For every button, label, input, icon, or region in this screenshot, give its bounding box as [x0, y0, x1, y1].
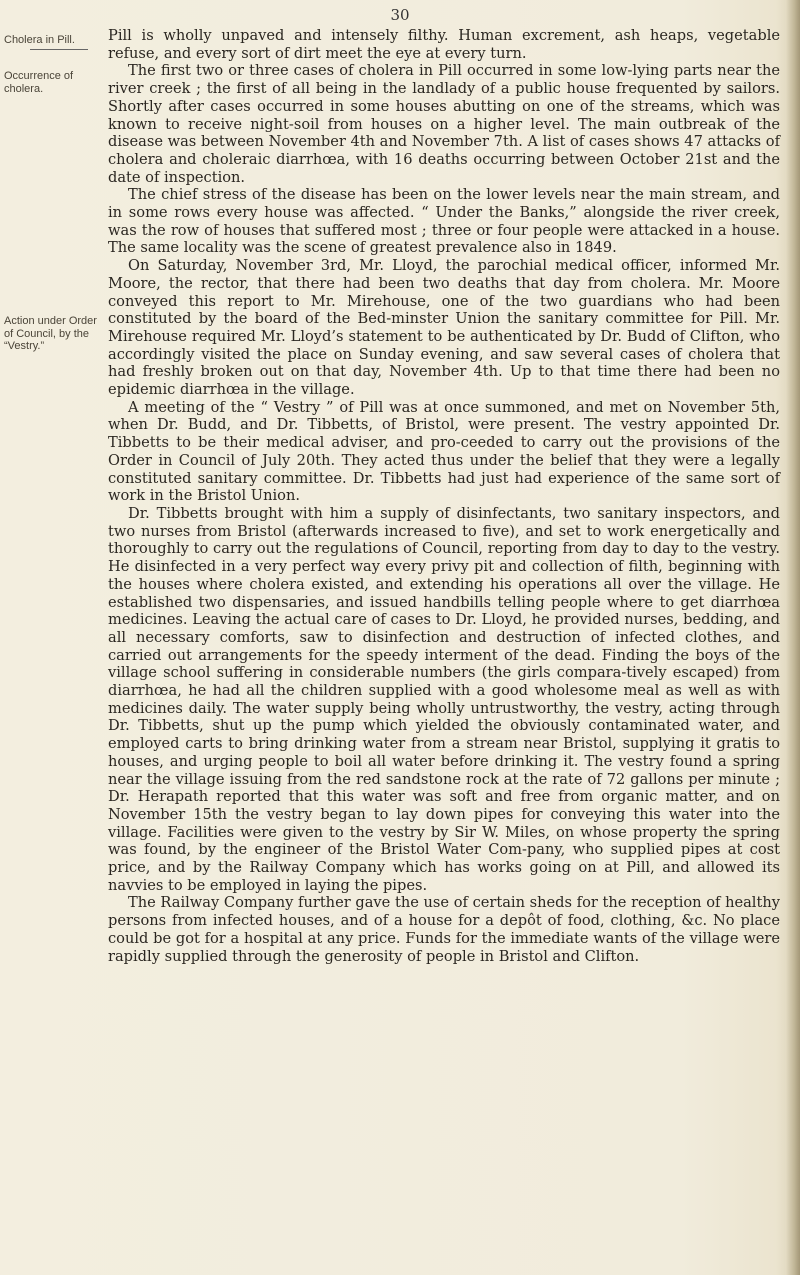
- margin-note-underline: [30, 49, 88, 50]
- page-number: 30: [390, 6, 410, 24]
- margin-note-cholera-in-pill: Cholera in Pill.: [4, 34, 75, 46]
- margin-note-action: Action under Order of Council, by the “Vestry.”: [4, 315, 97, 352]
- paragraph-5: A meeting of the “ Vestry ” of Pill was at once summoned, and met on November 5th, when Dr. Budd, and Dr. Tibbetts, of Bristol, were present. The vestry appointed Dr. Tibbetts to be their medical adviser, and pro-ceeded to carry out the provisions of the Order in Council of July 20th. They acted thus under the belief that they were a legally constituted sanitary committee. Dr. Tibbetts had just had experience of the same sort of work in the Bristol Union.: [108, 398, 780, 505]
- body-text: [108, 27, 780, 965]
- paragraph-2: The first two or three cases of cholera in Pill occurred in some low-lying parts near the river creek ; the first of all being in the landlady of a public house frequented by sailors. Shortly after cases occurred in some houses abutting on one of the streams, which was known to receive night-soil from houses on a higher level. The main outbreak of the disease was between November 4th and November 7th. A list of cases shows 47 attacks of cholera and choleraic diarrhœa, with 16 deaths occurring between October 21st and the date of inspection.: [108, 62, 780, 186]
- margin-note-occurrence: Occurrence of cholera.: [4, 70, 74, 95]
- paragraph-1: Pill is wholly unpaved and intensely filthy. Human excrement, ash heaps, vegetable refuse, and every sort of dirt meet the eye at every turn.: [108, 27, 780, 62]
- paragraph-7: The Railway Company further gave the use of certain sheds for the reception of healthy persons from infected houses, and of a house for a depôt of food, clothing, &c. No place could be got for a hospital at any price. Funds for the immediate wants of the village were rapidly supplied through the generosity of people in Bristol and Clifton.: [108, 894, 780, 965]
- page-edge-shadow: [786, 0, 800, 1275]
- paragraph-3: The chief stress of the disease has been on the lower levels near the main stream, and in some rows every house was affected. “ Under the Banks,” alongside the river creek, was the row of houses that suffered most ; three or four people were attacked in a house. The same locality was the scene of greatest prevalence also in 1849.: [108, 186, 780, 257]
- paragraph-4: On Saturday, November 3rd, Mr. Lloyd, the parochial medical officer, informed Mr. Moore, the rector, that there had been two deaths that day from cholera. Mr. Moore conveyed this report to Mr. Mirehouse, one of the two guardians who had been constituted by the board of the Bed-minster Union the sanitary committee for Pill. Mr. Mirehouse required Mr. Lloyd’s statement to be authenticated by Dr. Budd of Clifton, who accordingly visited the place on Sunday evening, and saw several cases of cholera that had freshly broken out on that day, November 4th. Up to that time there had been no epidemic diarrhœa in the village.: [108, 257, 780, 399]
- paragraph-6: Dr. Tibbetts brought with him a supply of disinfectants, two sanitary inspectors, and two nurses from Bristol (afterwards increased to five), and set to work energetically and thoroughly to carry out the regulations of Council, reporting from day to day to the vestry. He disinfected in a very perfect way every privy pit and collection of filth, beginning with the houses where cholera existed, and extending his operations all over the village. He established two dispensaries, and issued handbills telling people where to get diarrhœa medicines. Leaving the actual care of cases to Dr. Lloyd, he provided nurses, bedding, and all necessary comforts, saw to disinfection and destruction of infected clothes, and carried out arrangements for the speedy interment of the dead. Finding the boys of the village school suffering in considerable numbers (the girls compara-tively escaped) from diarrhœa, he had all the children supplied with a good wholesome meal as well as with medicines daily. The water supply being wholly untrustworthy, the vestry, acting through Dr. Tibbetts, shut up the pump which yielded the obviously contaminated water, and employed carts to bring drinking water from a stream near Bristol, supplying it gratis to houses, and urging people to boil all water before drinking it. The vestry found a spring near the village issuing from the red sandstone rock at the rate of 72 gallons per minute ; Dr. Herapath reported that this water was soft and free from organic matter, and on November 15th the vestry began to lay down pipes for conveying this water into the village. Facilities were given to the vestry by Sir W. Miles, on whose property the spring was found, by the engineer of the Bristol Water Com-pany, who supplied pipes at cost price, and by the Railway Company which has works going on at Pill, and allowed its navvies to be employed in laying the pipes.: [108, 504, 780, 894]
